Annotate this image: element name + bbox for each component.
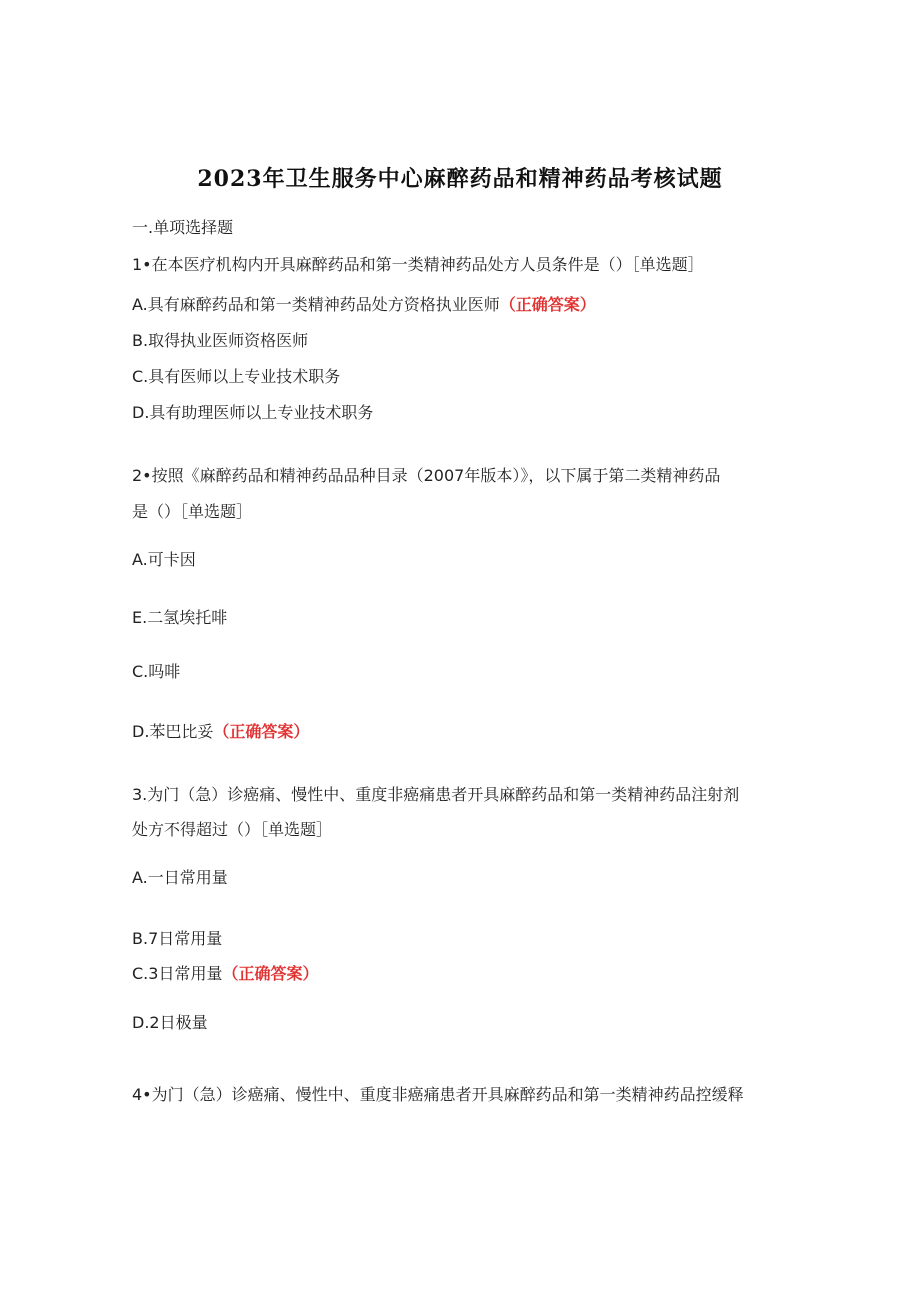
question-1-option-c: C.具有医师以上专业技术职务 [132, 367, 341, 386]
section-heading: 一.单项选择题 [132, 218, 234, 237]
question-4-stem: 4•为门（急）诊癌痛、慢性中、重度非癌痛患者开具麻醉药品和第一类精神药品控缓释 [132, 1085, 744, 1104]
question-1-option-d: D.具有助理医师以上专业技术职务 [132, 403, 374, 422]
question-2-stem: 2•按照《麻醉药品和精神药品品种目录（2007年版本）》，以下属于第二类精神药品 [132, 466, 721, 485]
question-2-stem-cont: 是（）［单选题］ [132, 502, 253, 521]
option-text: D.苯巴比妥 [132, 722, 214, 741]
question-2-option-a: A.可卡因 [132, 550, 196, 569]
question-3-option-a: A.一日常用量 [132, 868, 228, 887]
question-1-stem: 1•在本医疗机构内开具麻醉药品和第一类精神药品处方人员条件是（）［单选题］ [132, 255, 704, 274]
page-title: 2023年卫生服务中心麻醉药品和精神药品考核试题 [197, 166, 723, 192]
question-2-option-d [132, 722, 309, 742]
question-3-stem-cont: 处方不得超过（）［单选题］ [132, 820, 333, 839]
question-3-stem: 3.为门（急）诊癌痛、慢性中、重度非癌痛患者开具麻醉药品和第一类精神药品注射剂 [132, 785, 740, 804]
correct-answer-mark: （正确答案） [222, 964, 319, 983]
option-text: A.具有麻醉药品和第一类精神药品处方资格执业医师 [132, 295, 500, 314]
question-2-option-c: C.吗啡 [132, 662, 181, 681]
question-2-option-b: E.二氢埃托啡 [132, 608, 228, 627]
correct-answer-mark: （正确答案） [213, 722, 310, 741]
option-text: C.3日常用量 [132, 964, 223, 983]
question-3-option-b: B.7日常用量 [132, 929, 223, 948]
correct-answer-mark: （正确答案） [499, 295, 596, 314]
question-1-option-b: B.取得执业医师资格医师 [132, 331, 309, 350]
question-1-option-a [132, 295, 596, 315]
question-3-option-c [132, 964, 318, 984]
question-3-option-d: D.2日极量 [132, 1013, 208, 1032]
